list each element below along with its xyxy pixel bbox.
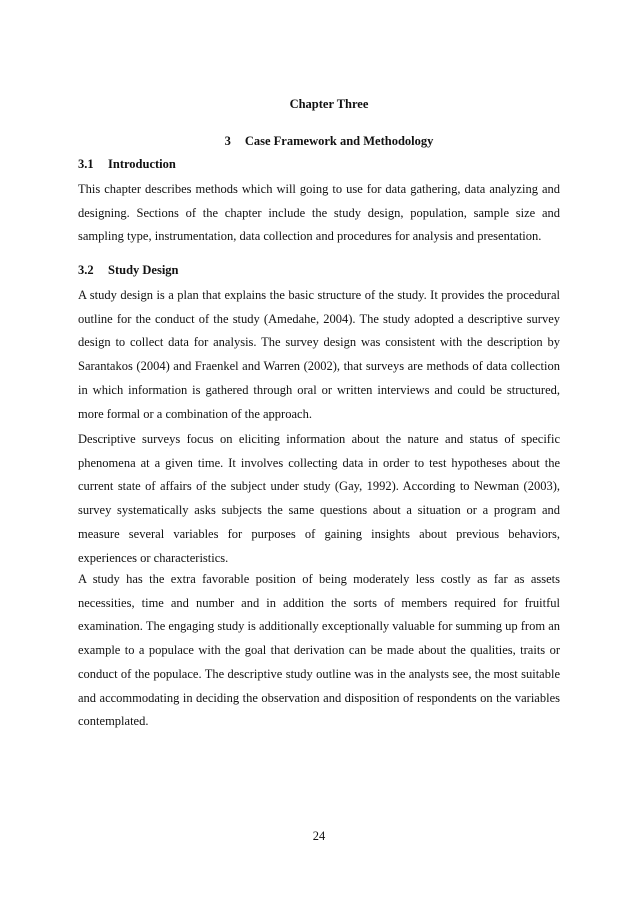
study-design-paragraph-2: Descriptive surveys focus on eliciting information about the nature and status of specific phenomena at a given time. It involves collecting data in order to test hypotheses about the current state of affairs of the subject under study (Gay, 1992). According to Newman (2003), survey systematically asks subjects the same questions about a situation or a program and measure several variables for purposes of gaining insights about previous behaviors, experiences or characteristics. (78, 432, 560, 565)
chapter-title: Chapter Three (289, 97, 369, 111)
page-number: 24 (312, 829, 326, 843)
section-number: 3.2 (78, 263, 94, 277)
chapter-section-title: Case Framework and Methodology (244, 134, 434, 148)
chapter-heading (0, 133, 638, 149)
study-design-paragraph-3: A study has the extra favorable position of being moderately less costly as far as assets necessities, time and number and in addition the sorts of members required for fruitful examination. The engaging study is additionally exceptionally valuable for summing up from an example to a populace with the goal that derivation can be made about the qualities, traits or conduct of the populace. The descriptive study outline was in the analysts see, the most suitable and accommodating in deciding the observation and disposition of respondents on the variables contemplated. (78, 572, 560, 729)
section-title: Study Design (108, 263, 179, 277)
section-title: Introduction (108, 157, 176, 171)
chapter-section-number: 3 (224, 134, 231, 148)
section-heading-study-design (78, 262, 179, 278)
section-heading-introduction (78, 156, 176, 172)
study-design-paragraph-1: A study design is a plan that explains the basic structure of the study. It provides the procedural outline for the conduct of the study (Amedahe, 2004). The study adopted a descriptive survey design to collect data for analysis. The survey design was consistent with the description by Sarantakos (2004) and Fraenkel and Warren (2002), that surveys are methods of data collection in which information is gathered through oral or written interviews and could be structured, more formal or a combination of the approach. (78, 288, 560, 421)
intro-paragraph: This chapter describes methods which will going to use for data gathering, data analyzing and designing. Sections of the chapter include the study design, population, sample size and sampling type, instrumentation, data collection and procedures for analysis and presentation. (78, 182, 560, 244)
section-number: 3.1 (78, 157, 94, 171)
